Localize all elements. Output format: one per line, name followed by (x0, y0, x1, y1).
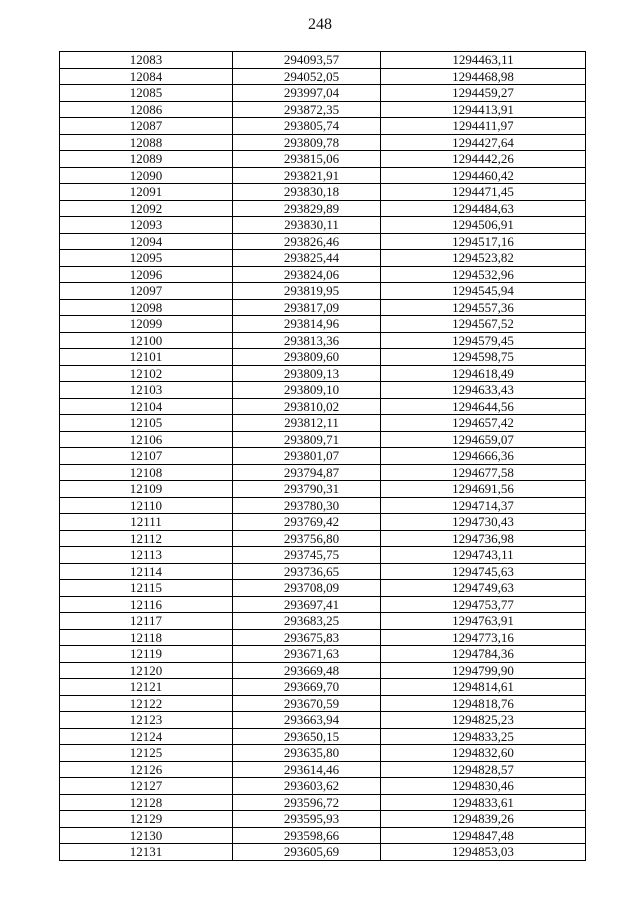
x-coordinate-cell: 293745,75 (233, 547, 381, 564)
y-coordinate-cell: 1294833,25 (381, 728, 586, 745)
point-number-cell: 12095 (60, 250, 233, 267)
x-coordinate-cell: 293697,41 (233, 596, 381, 613)
y-coordinate-cell: 1294763,91 (381, 613, 586, 630)
x-coordinate-cell: 294052,05 (233, 68, 381, 85)
table-row (60, 547, 586, 564)
y-coordinate-cell: 1294833,61 (381, 794, 586, 811)
point-number-cell: 12131 (60, 844, 233, 861)
point-number-cell: 12112 (60, 530, 233, 547)
x-coordinate-cell: 293598,66 (233, 827, 381, 844)
table-row (60, 134, 586, 151)
y-coordinate-cell: 1294460,42 (381, 167, 586, 184)
table-row (60, 827, 586, 844)
y-coordinate-cell: 1294714,37 (381, 497, 586, 514)
point-number-cell: 12107 (60, 448, 233, 465)
y-coordinate-cell: 1294517,16 (381, 233, 586, 250)
y-coordinate-cell: 1294411,97 (381, 118, 586, 135)
x-coordinate-cell: 293595,93 (233, 811, 381, 828)
table-row (60, 514, 586, 531)
point-number-cell: 12104 (60, 398, 233, 415)
x-coordinate-cell: 293756,80 (233, 530, 381, 547)
table-row (60, 712, 586, 729)
point-number-cell: 12087 (60, 118, 233, 135)
point-number-cell: 12106 (60, 431, 233, 448)
table-row (60, 745, 586, 762)
y-coordinate-cell: 1294666,36 (381, 448, 586, 465)
table-row (60, 464, 586, 481)
x-coordinate-cell: 293650,15 (233, 728, 381, 745)
table-row (60, 52, 586, 69)
table-row (60, 382, 586, 399)
y-coordinate-cell: 1294832,60 (381, 745, 586, 762)
y-coordinate-cell: 1294677,58 (381, 464, 586, 481)
table-row (60, 695, 586, 712)
table-row (60, 332, 586, 349)
y-coordinate-cell: 1294825,23 (381, 712, 586, 729)
table-row (60, 266, 586, 283)
x-coordinate-cell: 293736,65 (233, 563, 381, 580)
point-number-cell: 12098 (60, 299, 233, 316)
point-number-cell: 12126 (60, 761, 233, 778)
y-coordinate-cell: 1294745,63 (381, 563, 586, 580)
x-coordinate-cell: 293794,87 (233, 464, 381, 481)
table-row (60, 563, 586, 580)
point-number-cell: 12090 (60, 167, 233, 184)
table-row (60, 217, 586, 234)
page-number: 248 (308, 16, 332, 33)
x-coordinate-cell: 293614,46 (233, 761, 381, 778)
table-row (60, 662, 586, 679)
y-coordinate-cell: 1294749,63 (381, 580, 586, 597)
table-row (60, 431, 586, 448)
x-coordinate-cell: 293809,10 (233, 382, 381, 399)
x-coordinate-cell: 293826,46 (233, 233, 381, 250)
coordinates-table (59, 51, 586, 861)
x-coordinate-cell: 293669,48 (233, 662, 381, 679)
table-row (60, 200, 586, 217)
y-coordinate-cell: 1294413,91 (381, 101, 586, 118)
x-coordinate-cell: 293809,60 (233, 349, 381, 366)
point-number-cell: 12117 (60, 613, 233, 630)
point-number-cell: 12125 (60, 745, 233, 762)
y-coordinate-cell: 1294618,49 (381, 365, 586, 382)
y-coordinate-cell: 1294484,63 (381, 200, 586, 217)
x-coordinate-cell: 293801,07 (233, 448, 381, 465)
x-coordinate-cell: 293997,04 (233, 85, 381, 102)
x-coordinate-cell: 293809,71 (233, 431, 381, 448)
x-coordinate-cell: 293605,69 (233, 844, 381, 861)
table-row (60, 151, 586, 168)
point-number-cell: 12094 (60, 233, 233, 250)
point-number-cell: 12122 (60, 695, 233, 712)
table-row (60, 415, 586, 432)
point-number-cell: 12123 (60, 712, 233, 729)
table-row (60, 184, 586, 201)
x-coordinate-cell: 293821,91 (233, 167, 381, 184)
y-coordinate-cell: 1294506,91 (381, 217, 586, 234)
y-coordinate-cell: 1294784,36 (381, 646, 586, 663)
point-number-cell: 12108 (60, 464, 233, 481)
y-coordinate-cell: 1294463,11 (381, 52, 586, 69)
x-coordinate-cell: 293769,42 (233, 514, 381, 531)
x-coordinate-cell: 293663,94 (233, 712, 381, 729)
table-row (60, 679, 586, 696)
point-number-cell: 12119 (60, 646, 233, 663)
point-number-cell: 12124 (60, 728, 233, 745)
x-coordinate-cell: 293824,06 (233, 266, 381, 283)
point-number-cell: 12111 (60, 514, 233, 531)
y-coordinate-cell: 1294736,98 (381, 530, 586, 547)
x-coordinate-cell: 293813,36 (233, 332, 381, 349)
point-number-cell: 12105 (60, 415, 233, 432)
point-number-cell: 12093 (60, 217, 233, 234)
point-number-cell: 12114 (60, 563, 233, 580)
table-row (60, 283, 586, 300)
x-coordinate-cell: 293829,89 (233, 200, 381, 217)
x-coordinate-cell: 293825,44 (233, 250, 381, 267)
x-coordinate-cell: 293669,70 (233, 679, 381, 696)
y-coordinate-cell: 1294743,11 (381, 547, 586, 564)
x-coordinate-cell: 293812,11 (233, 415, 381, 432)
x-coordinate-cell: 293819,95 (233, 283, 381, 300)
point-number-cell: 12115 (60, 580, 233, 597)
y-coordinate-cell: 1294459,27 (381, 85, 586, 102)
y-coordinate-cell: 1294799,90 (381, 662, 586, 679)
y-coordinate-cell: 1294730,43 (381, 514, 586, 531)
y-coordinate-cell: 1294598,75 (381, 349, 586, 366)
table-row (60, 118, 586, 135)
x-coordinate-cell: 293708,09 (233, 580, 381, 597)
x-coordinate-cell: 293830,11 (233, 217, 381, 234)
x-coordinate-cell: 293790,31 (233, 481, 381, 498)
y-coordinate-cell: 1294523,82 (381, 250, 586, 267)
point-number-cell: 12101 (60, 349, 233, 366)
y-coordinate-cell: 1294579,45 (381, 332, 586, 349)
table-row (60, 530, 586, 547)
point-number-cell: 12121 (60, 679, 233, 696)
y-coordinate-cell: 1294839,26 (381, 811, 586, 828)
table-row (60, 596, 586, 613)
point-number-cell: 12100 (60, 332, 233, 349)
table-row (60, 613, 586, 630)
y-coordinate-cell: 1294442,26 (381, 151, 586, 168)
y-coordinate-cell: 1294557,36 (381, 299, 586, 316)
table-row (60, 580, 586, 597)
y-coordinate-cell: 1294567,52 (381, 316, 586, 333)
table-row (60, 365, 586, 382)
point-number-cell: 12099 (60, 316, 233, 333)
table-row (60, 233, 586, 250)
y-coordinate-cell: 1294773,16 (381, 629, 586, 646)
table-row (60, 101, 586, 118)
point-number-cell: 12113 (60, 547, 233, 564)
y-coordinate-cell: 1294847,48 (381, 827, 586, 844)
y-coordinate-cell: 1294532,96 (381, 266, 586, 283)
y-coordinate-cell: 1294691,56 (381, 481, 586, 498)
y-coordinate-cell: 1294659,07 (381, 431, 586, 448)
x-coordinate-cell: 294093,57 (233, 52, 381, 69)
point-number-cell: 12128 (60, 794, 233, 811)
point-number-cell: 12127 (60, 778, 233, 795)
coordinates-table-body (60, 52, 586, 861)
point-number-cell: 12083 (60, 52, 233, 69)
y-coordinate-cell: 1294853,03 (381, 844, 586, 861)
table-row (60, 167, 586, 184)
point-number-cell: 12091 (60, 184, 233, 201)
y-coordinate-cell: 1294545,94 (381, 283, 586, 300)
x-coordinate-cell: 293683,25 (233, 613, 381, 630)
x-coordinate-cell: 293603,62 (233, 778, 381, 795)
x-coordinate-cell: 293810,02 (233, 398, 381, 415)
point-number-cell: 12084 (60, 68, 233, 85)
table-row (60, 844, 586, 861)
y-coordinate-cell: 1294830,46 (381, 778, 586, 795)
x-coordinate-cell: 293817,09 (233, 299, 381, 316)
point-number-cell: 12096 (60, 266, 233, 283)
y-coordinate-cell: 1294753,77 (381, 596, 586, 613)
table-row (60, 794, 586, 811)
y-coordinate-cell: 1294818,76 (381, 695, 586, 712)
y-coordinate-cell: 1294427,64 (381, 134, 586, 151)
x-coordinate-cell: 293872,35 (233, 101, 381, 118)
point-number-cell: 12118 (60, 629, 233, 646)
y-coordinate-cell: 1294471,45 (381, 184, 586, 201)
table-row (60, 728, 586, 745)
point-number-cell: 12089 (60, 151, 233, 168)
table-row (60, 448, 586, 465)
y-coordinate-cell: 1294814,61 (381, 679, 586, 696)
x-coordinate-cell: 293830,18 (233, 184, 381, 201)
point-number-cell: 12130 (60, 827, 233, 844)
point-number-cell: 12129 (60, 811, 233, 828)
point-number-cell: 12088 (60, 134, 233, 151)
point-number-cell: 12120 (60, 662, 233, 679)
table-row (60, 316, 586, 333)
table-row (60, 497, 586, 514)
point-number-cell: 12116 (60, 596, 233, 613)
table-row (60, 481, 586, 498)
x-coordinate-cell: 293809,13 (233, 365, 381, 382)
x-coordinate-cell: 293780,30 (233, 497, 381, 514)
point-number-cell: 12102 (60, 365, 233, 382)
point-number-cell: 12109 (60, 481, 233, 498)
y-coordinate-cell: 1294468,98 (381, 68, 586, 85)
point-number-cell: 12086 (60, 101, 233, 118)
table-row (60, 646, 586, 663)
table-row (60, 811, 586, 828)
x-coordinate-cell: 293670,59 (233, 695, 381, 712)
table-row (60, 299, 586, 316)
x-coordinate-cell: 293635,80 (233, 745, 381, 762)
table-row (60, 85, 586, 102)
x-coordinate-cell: 293814,96 (233, 316, 381, 333)
x-coordinate-cell: 293596,72 (233, 794, 381, 811)
x-coordinate-cell: 293805,74 (233, 118, 381, 135)
table-row (60, 398, 586, 415)
table-row (60, 250, 586, 267)
x-coordinate-cell: 293671,63 (233, 646, 381, 663)
x-coordinate-cell: 293675,83 (233, 629, 381, 646)
point-number-cell: 12103 (60, 382, 233, 399)
table-row (60, 761, 586, 778)
point-number-cell: 12092 (60, 200, 233, 217)
table-row (60, 68, 586, 85)
x-coordinate-cell: 293815,06 (233, 151, 381, 168)
y-coordinate-cell: 1294633,43 (381, 382, 586, 399)
y-coordinate-cell: 1294644,56 (381, 398, 586, 415)
table-row (60, 778, 586, 795)
y-coordinate-cell: 1294828,57 (381, 761, 586, 778)
table-row (60, 629, 586, 646)
point-number-cell: 12110 (60, 497, 233, 514)
table-row (60, 349, 586, 366)
x-coordinate-cell: 293809,78 (233, 134, 381, 151)
y-coordinate-cell: 1294657,42 (381, 415, 586, 432)
point-number-cell: 12097 (60, 283, 233, 300)
point-number-cell: 12085 (60, 85, 233, 102)
